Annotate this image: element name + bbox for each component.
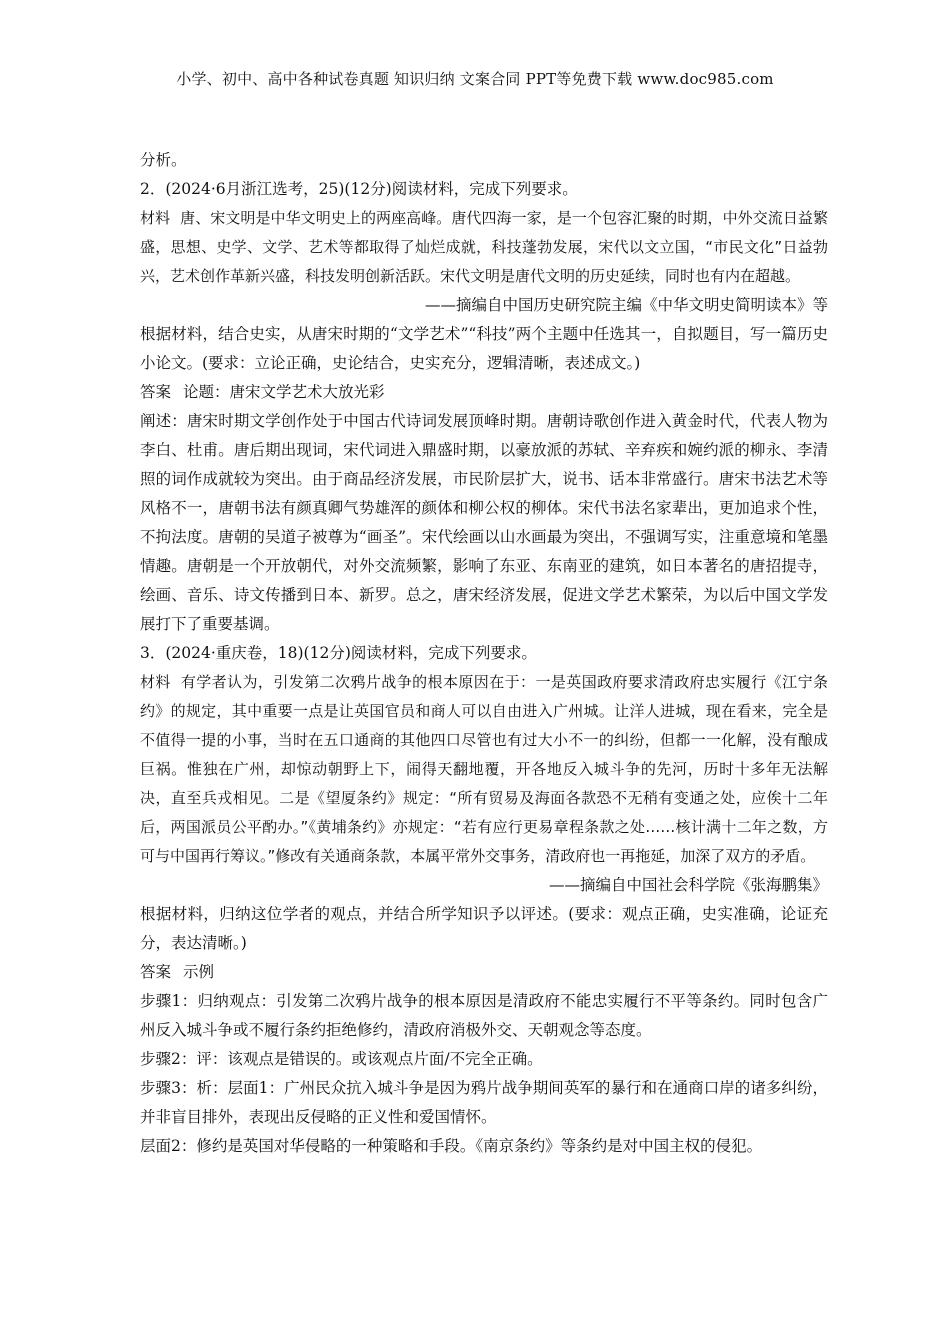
q3-material (140, 668, 828, 871)
q3-answer-title: 示例 (183, 963, 215, 981)
q2-material (140, 204, 828, 291)
q2-answer-body: 阐述：唐宋时期文学创作处于中国古代诗词发展顶峰时期。唐朝诗歌创作进入黄金时代，代表人物为李白、杜甫。唐后期出现词，宋代词进入鼎盛时期，以豪放派的苏轼、辛弃疾和婉约派的柳永、李清照的词作成就较为突出。由于商品经济发展，市民阶层扩大，说书、话本非常盛行。唐宋书法艺术等风格不一，唐朝书法有颜真卿气势雄浑的颜体和柳公权的柳体。宋代书法名家辈出，更加追求个性，不拘法度。唐朝的吴道子被尊为“画圣”。宋代绘画以山水画最为突出，不强调写实，注重意境和笔墨情趣。唐朝是一个开放朝代，对外交流频繁，影响了东亚、东南亚的建筑，如日本著名的唐招提寺，绘画、音乐、诗文传播到日本、新罗。总之，唐宋经济发展，促进文学艺术繁荣，为以后中国文学发展打下了重要基调。 (140, 412, 828, 633)
q3-step3: 步骤3：析：层面1：广州民众抗入城斗争是因为鸦片战争期间英军的暴行和在通商口岸的诸多纠纷，并非盲目排外，表现出反侵略的正义性和爱国情怀。 (140, 1079, 828, 1126)
q3-step1: 步骤1：归纳观点：引发第二次鸦片战争的根本原因是清政府不能忠实履行不平等条约。同时包含广州反入城斗争或不履行条约拒绝修约，清政府消极外交、天朝观念等态度。 (140, 992, 828, 1039)
q3-material-text: 有学者认为，引发第二次鸦片战争的根本原因在于：一是英国政府要求清政府忠实履行《江宁条约》的规定，其中重要一点是让英国官员和商人可以自由进入广州城。让洋人进城，现在看来，完全是不值得一提的小事，当时在五口通商的其他四口尽管也有过大小不一的纠纷，但都一一化解，没有酿成巨祸。惟独在广州，却惊动朝野上下，闹得天翻地覆，开各地反入城斗争的先河，历时十多年无法解决，直至兵戎相见。二是《望厦条约》规定：“所有贸易及海面各款恐不无稍有变通之处，应俟十二年后，两国派员公平酌办。”《黄埔条约》亦规定：“若有应行更易章程条款之处……核计满十二年之数，方可与中国再行筹议。”修改有关通商条款，本属平常外交事务，清政府也一再拖延，加深了双方的矛盾。 (140, 673, 828, 865)
q2-answer-label: 答案 (140, 383, 172, 401)
q2-answer-title: 论题：唐宋文学艺术大放光彩 (183, 383, 385, 401)
q2-material-text: 唐、宋文明是中华文明史上的两座高峰。唐代四海一家，是一个包容汇聚的时期，中外交流日益繁盛，思想、史学、文学、艺术等都取得了灿烂成就，科技蓬勃发展，宋代以文立国，“市民文化”日益勃兴，艺术创作革新兴盛，科技发明创新活跃。宋代文明是唐代文明的历史延续，同时也有内在超越。 (140, 209, 828, 285)
page-header: 小学、初中、高中各种试卷真题 知识归纳 文案合同 PPT等免费下载 www.doc985.com (176, 70, 774, 88)
lead-text: 分析。 (140, 151, 187, 169)
q3-step2: 步骤2：评：该观点是错误的。或该观点片面/不完全正确。 (140, 1050, 543, 1068)
q3-answer (140, 958, 828, 987)
q2-source: ——摘编自中国历史研究院主编《中华文明史简明读本》等 (424, 296, 828, 314)
q3-answer-label: 答案 (140, 963, 172, 981)
q3-source: ——摘编自中国社会科学院《张海鹏集》 (548, 876, 828, 894)
content-body (140, 146, 828, 1161)
q3-title: 3．(2024·重庆卷，18)(12分)阅读材料，完成下列要求。 (140, 644, 537, 662)
q3-prompt: 根据材料，归纳这位学者的观点，并结合所学知识予以评述。(要求：观点正确，史实准确，论证充分，表达清晰。) (140, 905, 828, 952)
q2-answer (140, 378, 828, 407)
q3-material-label: 材料 (140, 673, 171, 691)
q3-layer2: 层面2：修约是英国对华侵略的一种策略和手段。《南京条约》等条约是对中国主权的侵犯。 (140, 1137, 763, 1155)
q2-material-label: 材料 (140, 209, 171, 227)
q2-title: 2．(2024·6月浙江选考，25)(12分)阅读材料，完成下列要求。 (140, 180, 578, 198)
q2-prompt: 根据材料，结合史实，从唐宋时期的“文学艺术”“科技”两个主题中任选其一，自拟题目，写一篇历史小论文。(要求：立论正确，史论结合，史实充分，逻辑清晰，表述成文。) (140, 325, 828, 372)
